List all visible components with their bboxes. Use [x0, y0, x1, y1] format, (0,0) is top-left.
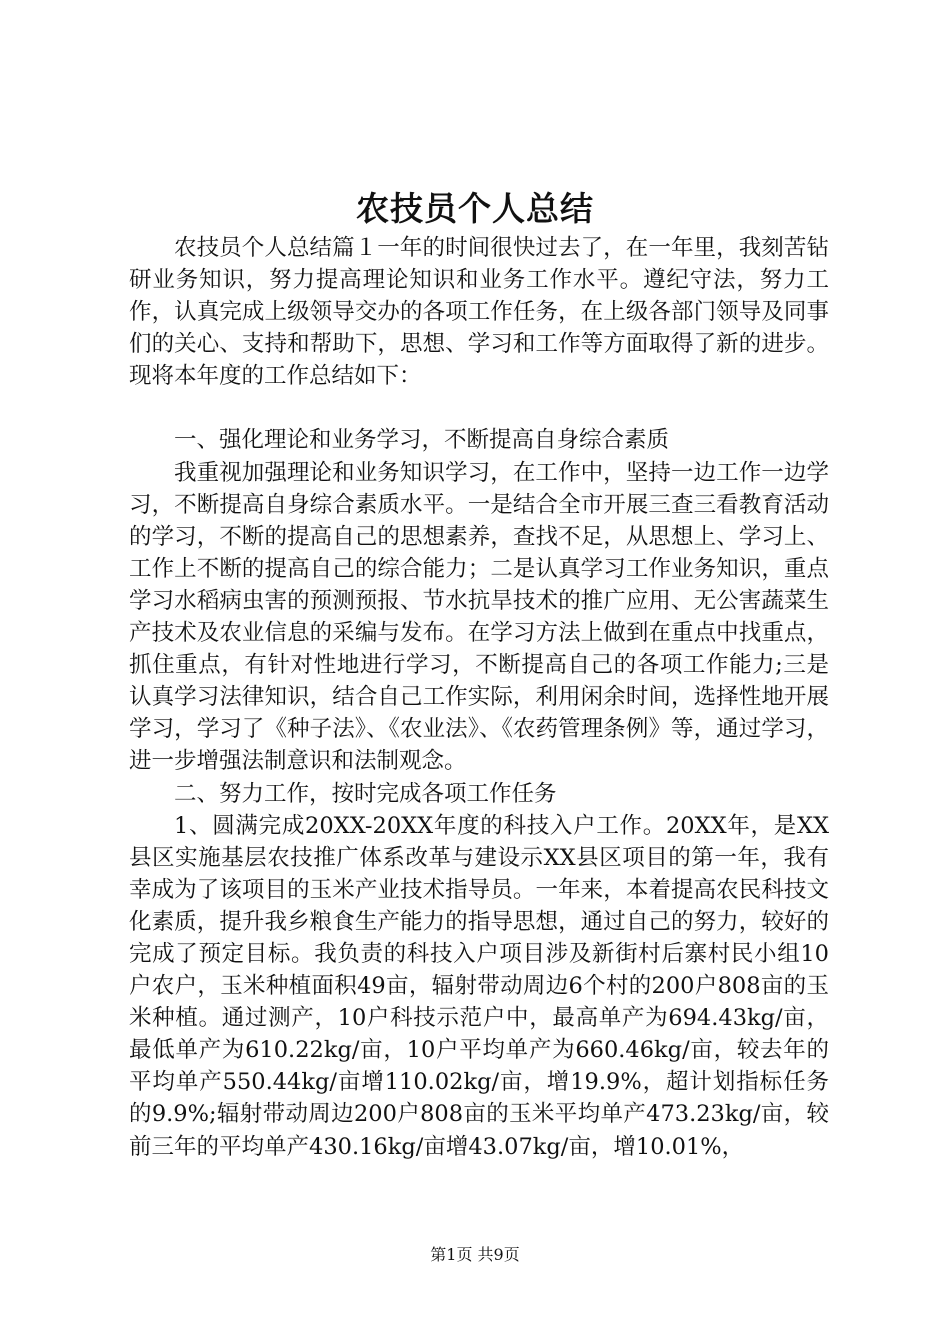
section-2-paragraph: 1、圆满完成20XX-20XX年度的科技入户工作。20XX年，是XX县区实施基层农技推广体系改革与建设示XX县区项目的第一年，我有幸成为了该项目的玉米产业技术指导员。一年来，本着提高农民科技文化素质，提升我乡粮食生产能力的指导思想，通过自己的努力，较好的完成了预定目标。我负责的科技入户项目涉及新街村后寨村民小组10户农户，玉米种植面积49亩，辐射带动周边6个村的200户808亩的玉米种植。通过测产，10户科技示范户中，最高单产为694.43kg/亩，最低单产为610.22kg/亩，10户平均单产为660.46kg/亩，较去年的平均单产550.44kg/亩增110.02kg/亩，增19.9%，超计划指标任务的9.9%;辐射带动周边200户808亩的玉米平均单产473.23kg/亩，较前三年的平均单产430.16kg/亩增43.07kg/亩，增10.01%，	[129, 812, 829, 1160]
page-footer: 第1页 共9页	[430, 1245, 520, 1264]
section-heading-2: 二、努力工作，按时完成各项工作任务	[174, 780, 557, 807]
section-1-paragraph: 我重视加强理论和业务知识学习，在工作中，坚持一边工作一边学习，不断提高自身综合素质水平。一是结合全市开展三查三看教育活动的学习，不断的提高自己的思想素养，查找不足，从思想上、学习上、工作上不断的提高自己的综合能力；二是认真学习工作业务知识，重点学习水稻病虫害的预测预报、节水抗旱技术的推广应用、无公害蔬菜生产技术及农业信息的采编与发布。在学习方法上做到在重点中找重点，抓住重点，有针对性地进行学习，不断提高自己的各项工作能力;三是认真学习法律知识，结合自己工作实际，利用闲余时间，选择性地开展学习，学习了《种子法》、《农业法》、《农药管理条例》等，通过学习，进一步增强法制意识和法制观念。	[129, 459, 829, 775]
intro-paragraph: 农技员个人总结篇１一年的时间很快过去了，在一年里，我刻苦钻研业务知识，努力提高理论知识和业务工作水平。遵纪守法，努力工作，认真完成上级领导交办的各项工作任务，在上级各部门领导及同事们的关心、支持和帮助下，思想、学习和工作等方面取得了新的进步。现将本年度的工作总结如下：	[129, 235, 829, 390]
document-body	[129, 232, 829, 1163]
section-heading-1: 一、强化理论和业务学习，不断提高自身综合素质	[174, 427, 670, 454]
document-title: 农技员个人总结	[356, 189, 594, 228]
